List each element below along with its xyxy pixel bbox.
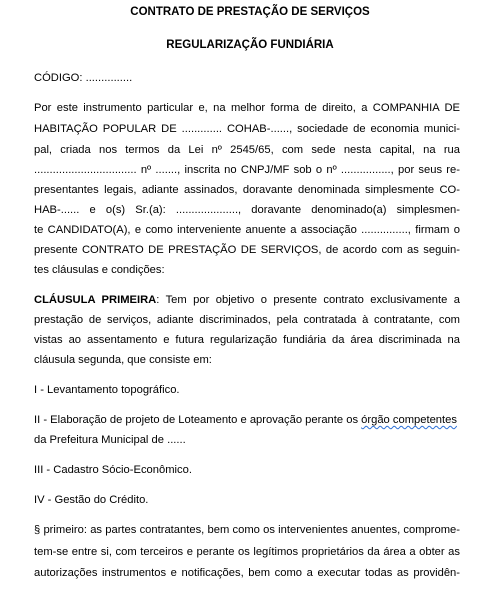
list-item-line (34, 412, 460, 428)
document-title: CONTRATO DE PRESTAÇÃO DE SERVIÇOS (130, 6, 370, 18)
intro-line: presentantes legais, adiante assinados, doravante denominada simplesmente CO- (34, 184, 460, 196)
intro-line: tes cláusulas e condições: (34, 264, 165, 276)
intro-line: pal, criada nos termos da Lei nº 2545/65, com sede nesta capital, na rua (34, 144, 460, 156)
list-item-line: da Prefeitura Municipal de ...... (34, 434, 186, 446)
intro-line: HABITAÇÃO POPULAR DE ............. COHAB-......, sociedade de economia munici- (34, 123, 460, 135)
paragraph-first-line: § primeiro: as partes contratantes, bem como os intervenientes anuentes, comprome- (34, 524, 460, 536)
list-item: I - Levantamento topográfico. (34, 384, 180, 396)
clause-first-heading: CLÁUSULA PRIMEIRA (34, 294, 157, 306)
clause-first-line: prestação de serviços, adiante discriminados, pela contratada à contratante, com (34, 314, 460, 326)
intro-line: HAB-...... e o(s) Sr.(a): ...................., doravante denominado(a) simplesmen- (34, 204, 460, 216)
clause-first-line: cláusula segunda, que consiste em: (34, 354, 212, 366)
intro-line: presente CONTRATO DE PRESTAÇÃO DE SERVIÇOS, de acordo com as seguin- (34, 244, 460, 256)
clause-first-line (34, 292, 460, 308)
list-item: IV - Gestão do Crédito. (34, 494, 149, 506)
clause-first-line: vistas ao assentamento e futura regularização fundiária da área discriminada na (34, 334, 460, 346)
intro-line: Por este instrumento particular e, na melhor forma de direito, a COMPANHIA DE (34, 102, 460, 114)
paragraph-first-line: autorizações instrumentos e notificações, bem como a executar todas as providên- (34, 567, 460, 579)
paragraph-first-line: tem-se entre si, com terceiros e perante os legítimos proprietários da área a obter as (34, 546, 460, 558)
document-subtitle: REGULARIZAÇÃO FUNDIÁRIA (166, 39, 334, 51)
code-line: CÓDIGO: ............... (34, 72, 133, 84)
intro-line: te CANDIDATO(A), e como interveniente anuente a associação ..............., firmam o (34, 224, 460, 236)
list-item: III - Cadastro Sócio-Econômico. (34, 464, 192, 476)
spellcheck-marked-text: órgão competentes (361, 414, 457, 426)
list-item-text: II - Elaboração de projeto de Loteamento e aprovação perante os (34, 414, 362, 426)
intro-line: ................................. nº ......., inscrita no CNPJ/MF sob o nº ................, por seus re- (34, 164, 460, 176)
clause-first-text: : Tem por objetivo o presente contrato exclusivamente a (156, 294, 460, 306)
